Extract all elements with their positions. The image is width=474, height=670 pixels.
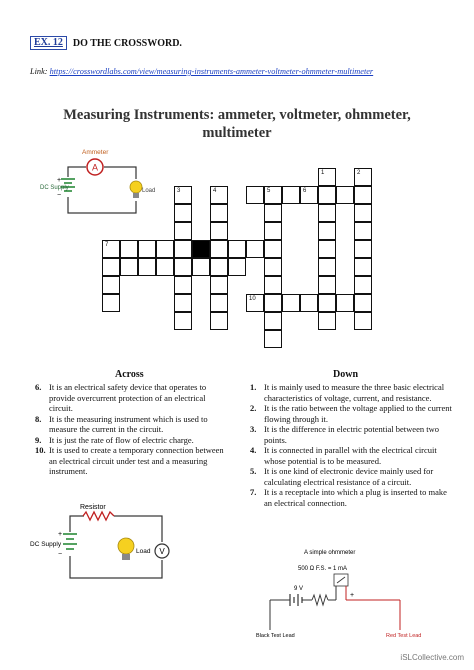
grid-cell[interactable] [156, 240, 174, 258]
grid-cell[interactable] [318, 186, 336, 204]
grid-cell[interactable] [264, 186, 282, 204]
clue-down-1: 1. It is mainly used to measure the three basic electrical characteristics of voltage, current, and resistance. [250, 382, 445, 403]
grid-cell[interactable] [174, 204, 192, 222]
page-title: Measuring Instruments: ammeter, voltmeter, ohmmeter, multimeter [63, 107, 411, 141]
grid-cell[interactable] [318, 240, 336, 258]
across-heading: Across [115, 369, 144, 380]
clue-down-4: 4. It is connected in parallel with the electrical circuit whose potential is to be measured. [250, 445, 437, 466]
grid-cell[interactable] [264, 294, 282, 312]
clue-across-9: 9. It is just the rate of flow of electric charge. [35, 434, 194, 445]
grid-cell[interactable] [318, 204, 336, 222]
minus-sign: − [57, 192, 62, 199]
grid-cell[interactable] [102, 258, 120, 276]
grid-cell[interactable] [210, 222, 228, 240]
grid-cell[interactable] [354, 222, 372, 240]
plus-sign: + [57, 177, 62, 184]
grid-cell[interactable] [210, 258, 228, 276]
grid-cell[interactable] [318, 222, 336, 240]
grid-cell[interactable] [264, 258, 282, 276]
grid-cell[interactable] [318, 276, 336, 294]
grid-cell[interactable] [228, 240, 246, 258]
grid-cell[interactable] [318, 168, 336, 186]
grid-cell[interactable] [228, 258, 246, 276]
voltmeter-letter: V [159, 547, 165, 556]
grid-cell[interactable] [354, 294, 372, 312]
clue-number: 10 [249, 296, 256, 302]
across-clues [35, 382, 230, 477]
clue-down-5: 5. It is one kind of electronic device mainly used for calculating electrical resistance of a circuit. [250, 466, 434, 487]
plus-sign: + [350, 592, 355, 599]
crossword-link[interactable]: https://crosswordlabs.com/view/measuring-instruments-ammeter-voltmeter-ohmmeter-multimeter [49, 67, 374, 76]
grid-cell[interactable] [318, 294, 336, 312]
grid-cell[interactable] [318, 312, 336, 330]
clue-number: 6 [303, 188, 307, 194]
down-clues [250, 382, 455, 508]
load-label: Load [136, 548, 151, 555]
grid-cell[interactable] [264, 222, 282, 240]
clue-across-8: 8. It is the measuring instrument which is used to measure the current in the circuit. [35, 413, 208, 434]
grid-cell[interactable] [300, 294, 318, 312]
grid-cell[interactable] [174, 258, 192, 276]
grid-cell[interactable] [264, 330, 282, 348]
ammeter-label: Ammeter [82, 149, 109, 156]
grid-cell[interactable] [282, 186, 300, 204]
grid-cell[interactable] [102, 276, 120, 294]
clue-down-3: 3. It is the difference in electric potential between two points. [250, 424, 439, 445]
grid-cell[interactable] [138, 240, 156, 258]
grid-cell[interactable] [174, 186, 192, 204]
grid-block [192, 240, 210, 258]
minus-sign: − [58, 551, 63, 558]
grid-cell[interactable] [354, 168, 372, 186]
grid-cell[interactable] [192, 258, 210, 276]
grid-cell[interactable] [354, 204, 372, 222]
grid-cell[interactable] [336, 186, 354, 204]
grid-cell[interactable] [282, 294, 300, 312]
dc-supply-label: DC Supply [40, 185, 69, 191]
grid-cell[interactable] [174, 222, 192, 240]
resistor-symbol [312, 595, 328, 605]
grid-cell[interactable] [264, 240, 282, 258]
grid-cell[interactable] [264, 204, 282, 222]
ammeter-letter: A [91, 162, 99, 173]
clue-number: 2 [357, 170, 361, 176]
ohmmeter-diagram [250, 548, 450, 648]
grid-cell[interactable] [210, 276, 228, 294]
grid-cell[interactable] [102, 294, 120, 312]
clue-down-7: 7. It is a receptacle into which a plug is inserted to make an electrical connection. [250, 487, 447, 508]
grid-cell[interactable] [354, 258, 372, 276]
grid-cell[interactable] [174, 276, 192, 294]
plus-sign: + [58, 531, 63, 538]
grid-cell[interactable] [264, 312, 282, 330]
black-lead-label: Black Test Lead [256, 633, 295, 639]
grid-cell[interactable] [354, 240, 372, 258]
red-lead-label: Red Test Lead [386, 633, 422, 639]
clue-number: 5 [267, 188, 271, 194]
grid-cell[interactable] [246, 294, 264, 312]
grid-cell[interactable] [336, 294, 354, 312]
grid-cell[interactable] [156, 258, 174, 276]
exercise-number: EX. 12 [30, 36, 67, 50]
clue-number: 4 [213, 188, 217, 194]
grid-cell[interactable] [120, 258, 138, 276]
grid-cell[interactable] [354, 186, 372, 204]
watermark: iSLCollective.com [400, 653, 464, 662]
ohmmeter-spec: 500 Ω F.S. = 1 mA [298, 566, 348, 572]
circuit-wire [70, 516, 162, 578]
grid-cell[interactable] [210, 294, 228, 312]
grid-cell[interactable] [246, 186, 264, 204]
down-heading: Down [333, 369, 359, 380]
grid-cell[interactable] [102, 240, 120, 258]
voltmeter-circuit-diagram [28, 500, 198, 590]
grid-cell[interactable] [138, 258, 156, 276]
grid-cell[interactable] [264, 276, 282, 294]
grid-cell[interactable] [210, 186, 228, 204]
grid-cell[interactable] [174, 240, 192, 258]
link-label: Link: [30, 67, 48, 76]
grid-cell[interactable] [210, 312, 228, 330]
clue-number: 3 [177, 188, 181, 194]
clue-across-6: 6. It is an electrical safety device that operates to provide overcurrent protection of an electrical circuit. [35, 382, 207, 413]
exercise-instruction: DO THE CROSSWORD. [72, 37, 182, 49]
resistor-label: Resistor [80, 504, 106, 511]
grid-cell[interactable] [174, 312, 192, 330]
bulb-icon [118, 538, 134, 554]
clue-number: 7 [105, 242, 109, 248]
dc-supply-label: DC Supply [30, 541, 62, 548]
load-label: Load [142, 188, 156, 194]
grid-cell[interactable] [210, 204, 228, 222]
grid-cell[interactable] [246, 240, 264, 258]
grid-cell[interactable] [354, 312, 372, 330]
ohmmeter-caption: A simple ohmmeter [304, 550, 356, 556]
grid-cell[interactable] [210, 240, 228, 258]
grid-cell[interactable] [354, 276, 372, 294]
grid-cell[interactable] [300, 186, 318, 204]
grid-cell[interactable] [120, 240, 138, 258]
clue-across-10: 10. It is used to create a temporary connection between an electrical circuit under test and a measuring instrument. [35, 445, 224, 476]
grid-cell[interactable] [318, 258, 336, 276]
grid-cell[interactable] [174, 294, 192, 312]
clue-down-2: 2. It is the ratio between the voltage applied to the current flowing through it. [250, 403, 452, 424]
clue-number: 1 [321, 170, 325, 176]
battery-label: 9 V [294, 586, 304, 592]
